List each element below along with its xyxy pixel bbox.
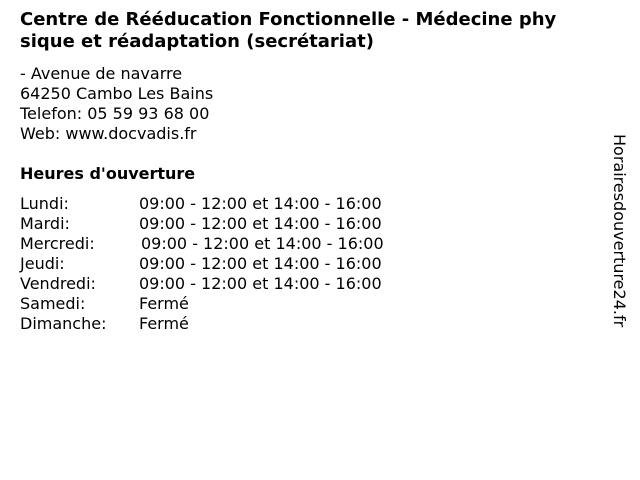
day-hours: Fermé — [139, 294, 189, 313]
site-watermark: Horairesdouverture24.fr — [610, 134, 629, 328]
day-hours: 09:00 - 12:00 et 14:00 - 16:00 — [139, 214, 382, 233]
address-street: - Avenue de navarre — [20, 64, 183, 83]
day-hours: 09:00 - 12:00 et 14:00 - 16:00 — [139, 274, 382, 293]
address-city: 64250 Cambo Les Bains — [20, 84, 214, 103]
page-title — [20, 9, 620, 53]
day-label: Jeudi: — [20, 254, 65, 273]
page-title-line-2: sique et réadaptation (secrétariat) — [20, 31, 374, 52]
day-label: Mercredi: — [20, 234, 95, 253]
phone-number: Telefon: 05 59 93 68 00 — [20, 104, 210, 123]
day-label: Vendredi: — [20, 274, 96, 293]
website-link[interactable]: Web: www.docvadis.fr — [20, 124, 197, 143]
day-label: Samedi: — [20, 294, 86, 313]
day-hours: 09:00 - 12:00 et 14:00 - 16:00 — [141, 234, 384, 253]
page-title-line-1: Centre de Rééducation Fonctionnelle - Médecine phy — [20, 9, 557, 30]
day-hours: Fermé — [139, 314, 189, 333]
day-label: Mardi: — [20, 214, 70, 233]
day-hours: 09:00 - 12:00 et 14:00 - 16:00 — [139, 254, 382, 273]
address-block — [20, 64, 213, 144]
day-label: Lundi: — [20, 194, 69, 213]
opening-hours-heading: Heures d'ouverture — [20, 164, 196, 183]
day-hours: 09:00 - 12:00 et 14:00 - 16:00 — [139, 194, 382, 213]
day-label: Dimanche: — [20, 314, 107, 333]
